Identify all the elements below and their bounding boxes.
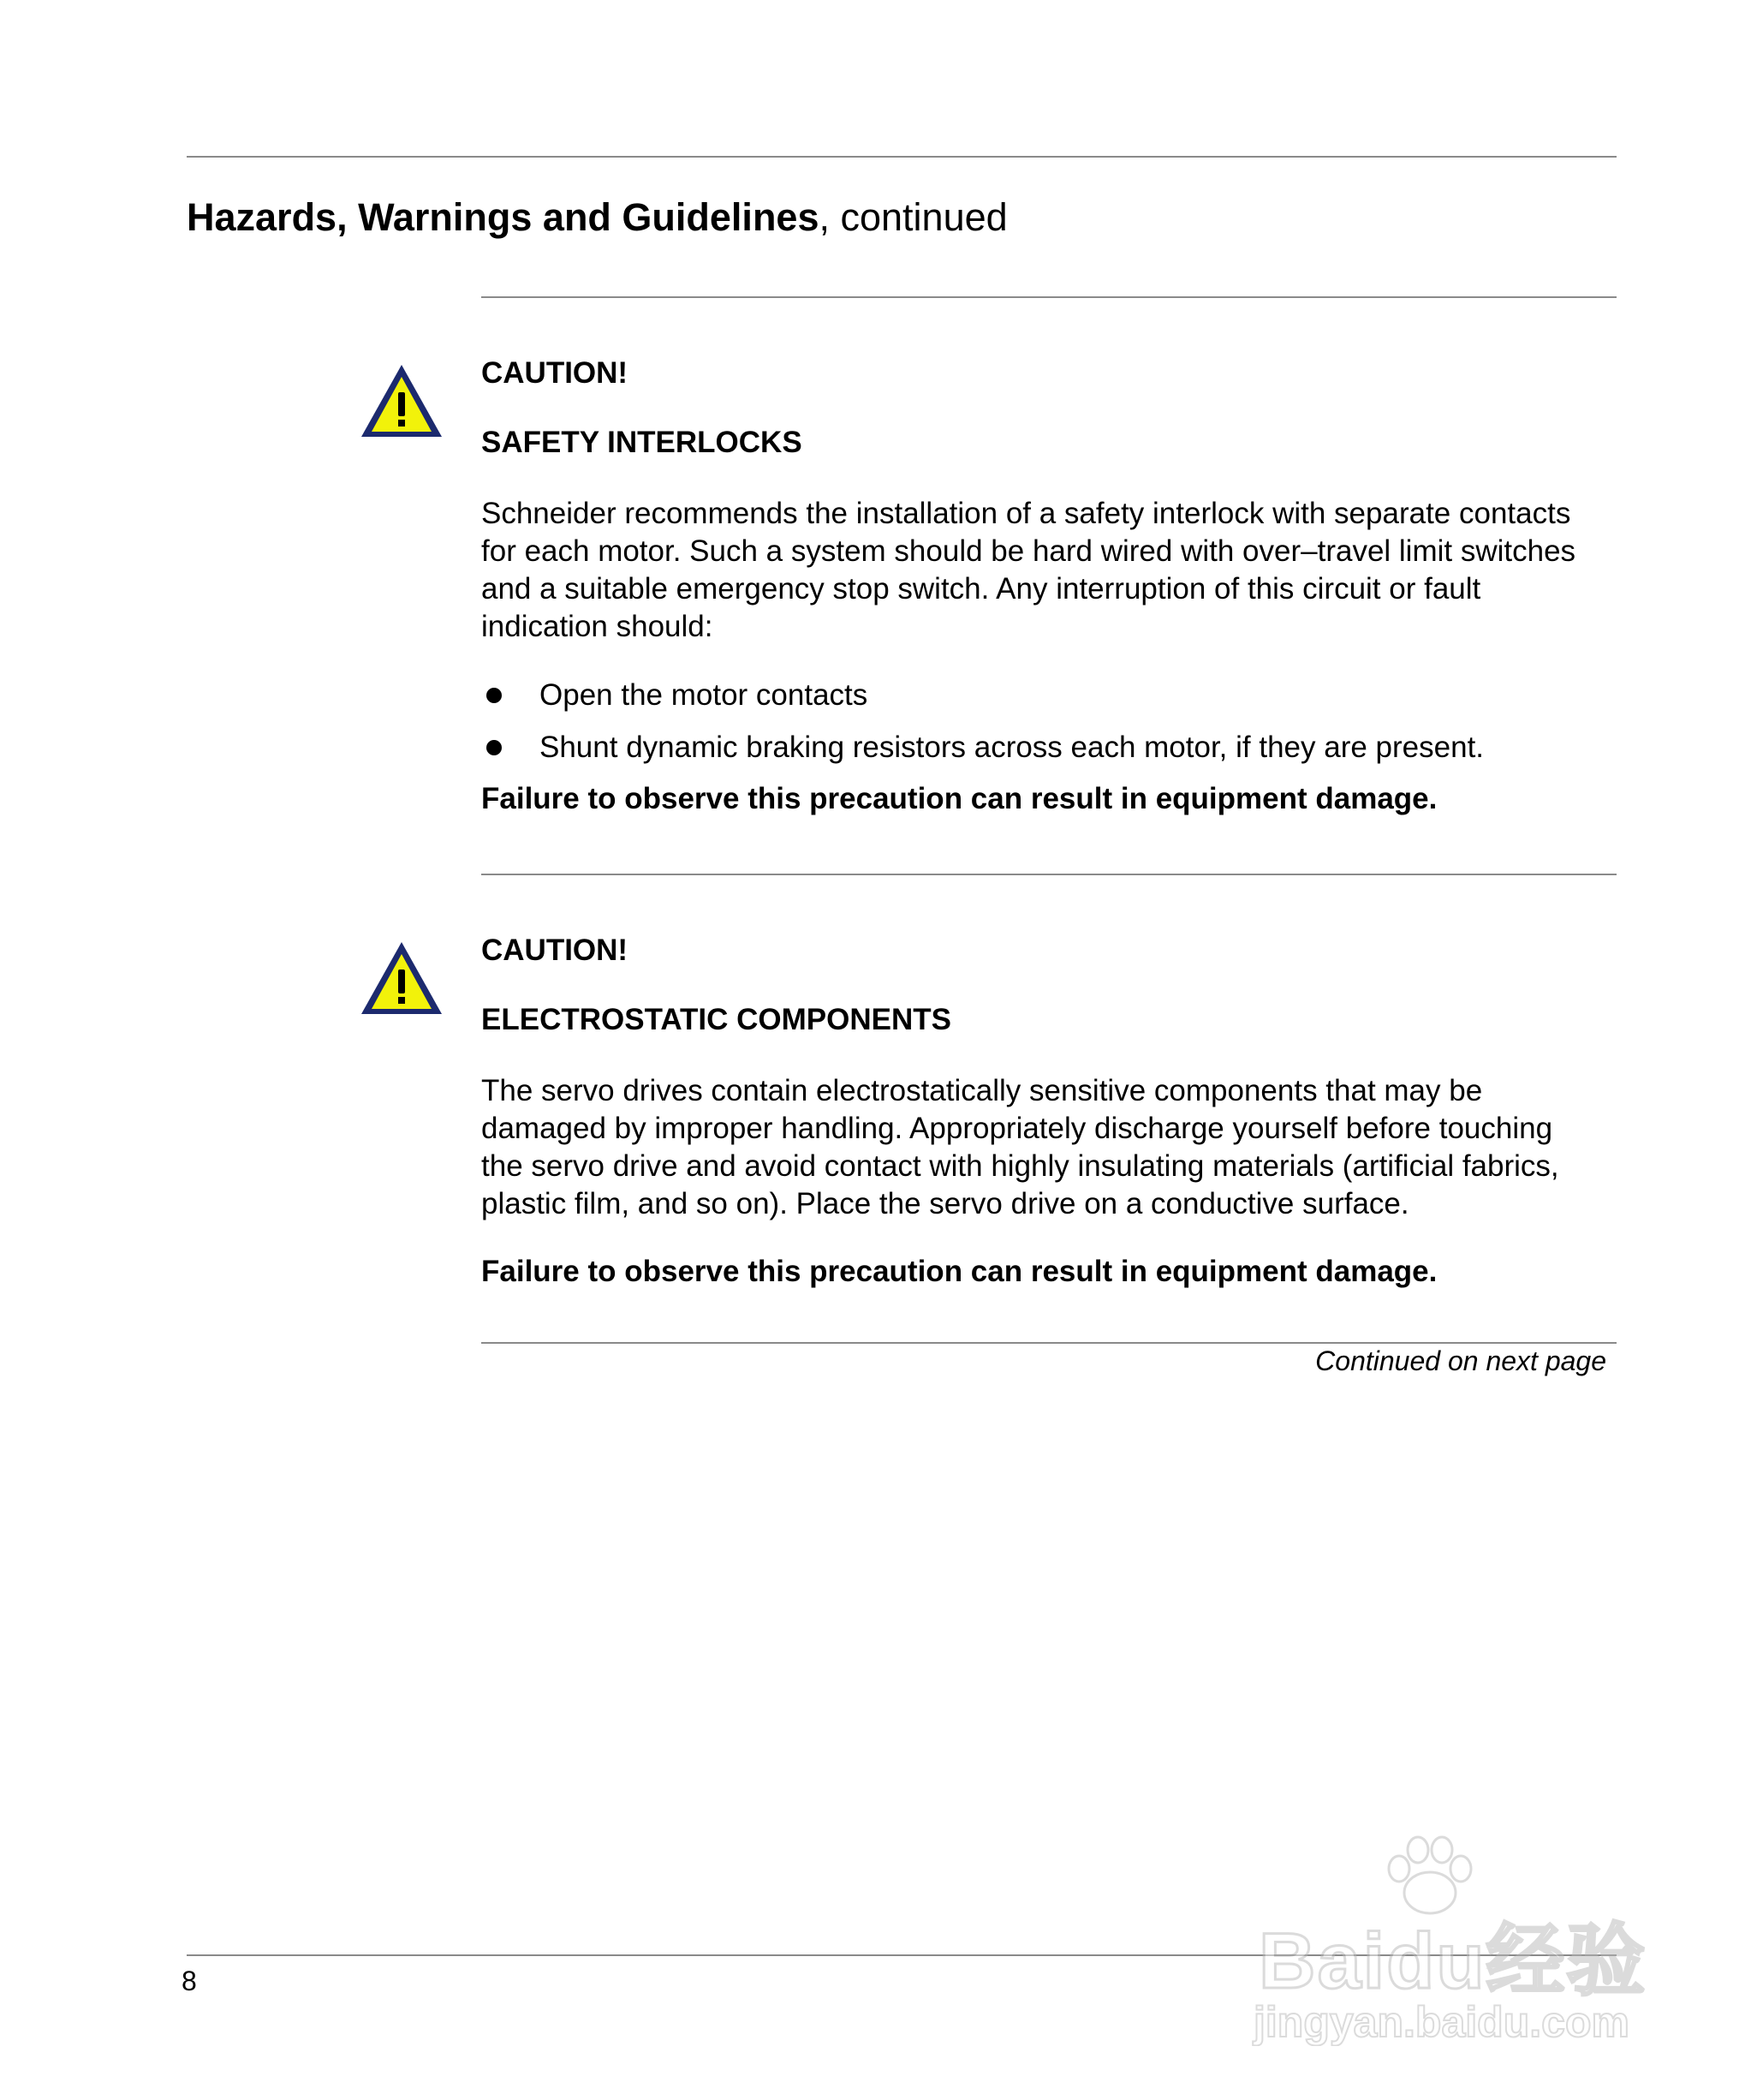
body-line: the servo drive and avoid contact with highly insulating materials (artificial fabrics, [481,1149,1559,1183]
continued-note: Continued on next page [1315,1345,1606,1376]
list-item-text: Shunt dynamic braking resistors across each motor, if they are present. [539,731,1485,764]
body-paragraph [481,495,1629,646]
bullet-icon [486,740,502,755]
list-item-text: Open the motor contacts [539,678,868,712]
warning-triangle-icon [360,940,444,1016]
watermark-url: jingyan.baidu.com [1254,1998,1629,2046]
section-divider [481,296,1617,298]
page-title-suffix: , continued [819,195,1008,239]
body-line: and a suitable emergency stop switch. Any interruption of this circuit or fault [481,572,1481,606]
section-divider [481,874,1617,875]
failure-warning: Failure to observe this precaution can result in equipment damage. [481,1255,1438,1288]
body-line: Schneider recommends the installation of a safety interlock with separate contacts [481,497,1571,530]
body-line: indication should: [481,610,713,643]
caution-label: CAUTION! [481,356,628,390]
watermark-logo: Baidu经验 [1259,1918,1647,2005]
body-line: plastic film, and so on). Place the servo drive on a conductive surface. [481,1187,1409,1220]
watermark [1233,1833,1678,2055]
page-number: 8 [182,1966,197,1996]
caution-label: CAUTION! [481,934,628,967]
body-line: damaged by improper handling. Appropriately discharge yourself before touching [481,1112,1553,1145]
bullet-icon [486,688,502,703]
body-paragraph [481,1072,1629,1223]
top-rule [187,156,1617,158]
page-title-main: Hazards, Warnings and Guidelines [187,195,819,239]
failure-warning: Failure to observe this precaution can result in equipment damage. [481,782,1438,815]
body-line: The servo drives contain electrostatically sensitive components that may be [481,1074,1483,1107]
page-title [187,192,1008,243]
section-heading: ELECTROSTATIC COMPONENTS [481,1003,951,1036]
warning-triangle-icon [360,363,444,438]
section-heading: SAFETY INTERLOCKS [481,426,802,459]
body-line: for each motor. Such a system should be hard wired with over–travel limit switches [481,534,1576,568]
